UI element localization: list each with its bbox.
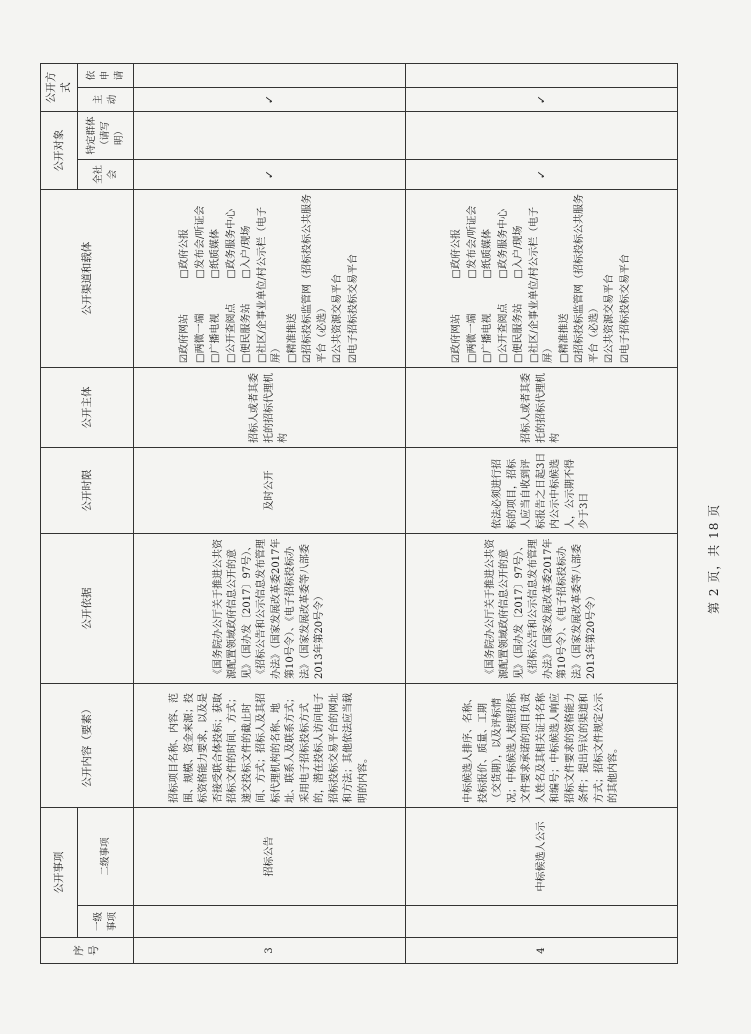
row-subject: 招标人或者其委托的招标代理机构: [134, 368, 406, 448]
channel-item: □便民服务站: [513, 303, 525, 363]
channel-item: □纸质媒体: [482, 229, 494, 279]
channel-item: ☑公共资源交易平台: [332, 274, 344, 363]
row-channel: [134, 190, 406, 368]
channel-item: □政务服务中心: [225, 209, 237, 279]
header-content: 公开内容（要素）: [41, 684, 134, 808]
channel-item: □纸质媒体: [210, 229, 222, 279]
channel-item: ☑政府网站: [451, 314, 463, 363]
page-footer: 第 2 页，共 18 页: [707, 503, 721, 614]
header-time: 公开时限: [41, 448, 134, 534]
row-time: 依法必须进行招标的项目，招标人应当自收到评标报告之日起3日内公示中标候选人，公示期不得少于3日: [406, 448, 678, 534]
row-number: 3: [134, 938, 406, 964]
channel-item: □便民服务站: [241, 303, 253, 363]
channel-item: □社区/企事业单位/村公示栏（电子屏）: [256, 206, 283, 363]
channel-item: ☑电子招标投标交易平台: [347, 254, 359, 363]
row-subject: 招标人或者其委托的招标代理机构: [406, 368, 678, 448]
channel-item: ☑政府网站: [179, 314, 191, 363]
channel-item: ☑招标投标监管网（招标投标公共服务平台（必选）: [574, 194, 600, 363]
channel-item: □精准推送: [558, 313, 570, 363]
header-mode-active: 主动: [78, 88, 134, 112]
channel-item: □社区/企事业单位/村公示栏（电子屏）: [528, 206, 555, 363]
header-mode: 公开方式: [41, 64, 78, 112]
header-channel: 公开渠道和载体: [41, 190, 134, 368]
header-level2: 二级事项: [78, 808, 134, 906]
header-target-specific: 特定群体（请写明）: [78, 112, 134, 160]
row-basis: 《国务院办公厅关于推进公共资源配置领域政府信息公开的意见》（国办发〔2017〕97号）、《招标公告和公示信息发布管理办法》（国家发展改革委2017年第10号令）、《电子招标投标办法》（国家发展改革委等八部委2013年第20号令）: [406, 534, 678, 684]
channel-item: □两微一端: [466, 313, 478, 363]
channel-item: □入户/现场: [241, 225, 253, 279]
header-basis: 公开依据: [41, 534, 134, 684]
channel-item: □政府公报: [451, 229, 463, 279]
row-level2: 中标候选人公示: [406, 808, 678, 906]
row-level2: 招标公告: [134, 808, 406, 906]
channel-item: □两微一端: [194, 313, 206, 363]
row-number: 4: [406, 938, 678, 964]
channel-item: ☑电子招标投标交易平台: [619, 254, 631, 363]
row-target-specific: [406, 112, 678, 160]
channel-item: □公开查阅点: [225, 303, 237, 363]
row-mode-request: [406, 64, 678, 88]
row-content: 招标项目名称、内容、范围、规模、资金来源；投标资格能力要求，以及是否接受联合体投标；获取招标文件的时间、方式；递交投标文件的截止时间、方式；招标人及其招标代理机构的名称、地址、联系人及联系方式；采用电子招标投标方式的，潜在投标人访问电子招标投标交易平台的网址和方法；其他依法应当载明的内容。: [134, 684, 406, 808]
header-target: 公开对象: [41, 112, 78, 190]
header-level1: 一级事项: [78, 906, 134, 938]
channel-item: ☑公共资源交易平台: [604, 274, 616, 363]
channel-item: □发布会/听证会: [466, 205, 478, 279]
channel-item: □广播电视: [210, 313, 222, 363]
header-target-all: 全社会: [78, 160, 134, 190]
row-mode-request: [134, 64, 406, 88]
table-row: [406, 64, 678, 964]
channel-item: □政府公报: [179, 229, 191, 279]
header-mode-request: 依申请: [78, 64, 134, 88]
header-seq: 序号: [41, 938, 134, 964]
row-target-all-check: ✓: [406, 160, 678, 190]
row-channel: [406, 190, 678, 368]
row-mode-active-check: ✓: [134, 88, 406, 112]
row-level1: [134, 906, 406, 938]
row-target-all-check: ✓: [134, 160, 406, 190]
header-items: 公开事项: [41, 808, 78, 938]
channel-item: □广播电视: [482, 313, 494, 363]
row-basis: 《国务院办公厅关于推进公共资源配置领域政府信息公开的意见》（国办发〔2017〕97号）、《招标公告和公示信息发布管理办法》（国家发展改革委2017年第10号令）、《电子招标投标办法》（国家发展改革委等八部委2013年第20号令）: [134, 534, 406, 684]
channel-item: □公开查阅点: [497, 303, 509, 363]
row-mode-active-check: ✓: [406, 88, 678, 112]
disclosure-table: [40, 63, 678, 964]
header-subject: 公开主体: [41, 368, 134, 448]
channel-item: □入户/现场: [513, 225, 525, 279]
row-target-specific: [134, 112, 406, 160]
row-level1: [406, 906, 678, 938]
header-row-1: [41, 64, 78, 964]
row-time: 及时公开: [134, 448, 406, 534]
channel-item: □政务服务中心: [497, 209, 509, 279]
table-row: [134, 64, 406, 964]
channel-item: ☑招标投标监管网（招标投标公共服务平台（必选）: [302, 194, 328, 363]
channel-item: □发布会/听证会: [194, 205, 206, 279]
channel-item: □精准推送: [286, 313, 298, 363]
row-content: 中标候选人排序、名称、投标报价、质量、工期（交货期），以及评标情况；中标候选人按照招标文件要求承诺的项目负责人姓名及其相关证书名称和编号；中标候选人响应招标文件要求的资格能力条件；提出异议的渠道和方式；招标文件规定公示的其他内容。: [406, 684, 678, 808]
